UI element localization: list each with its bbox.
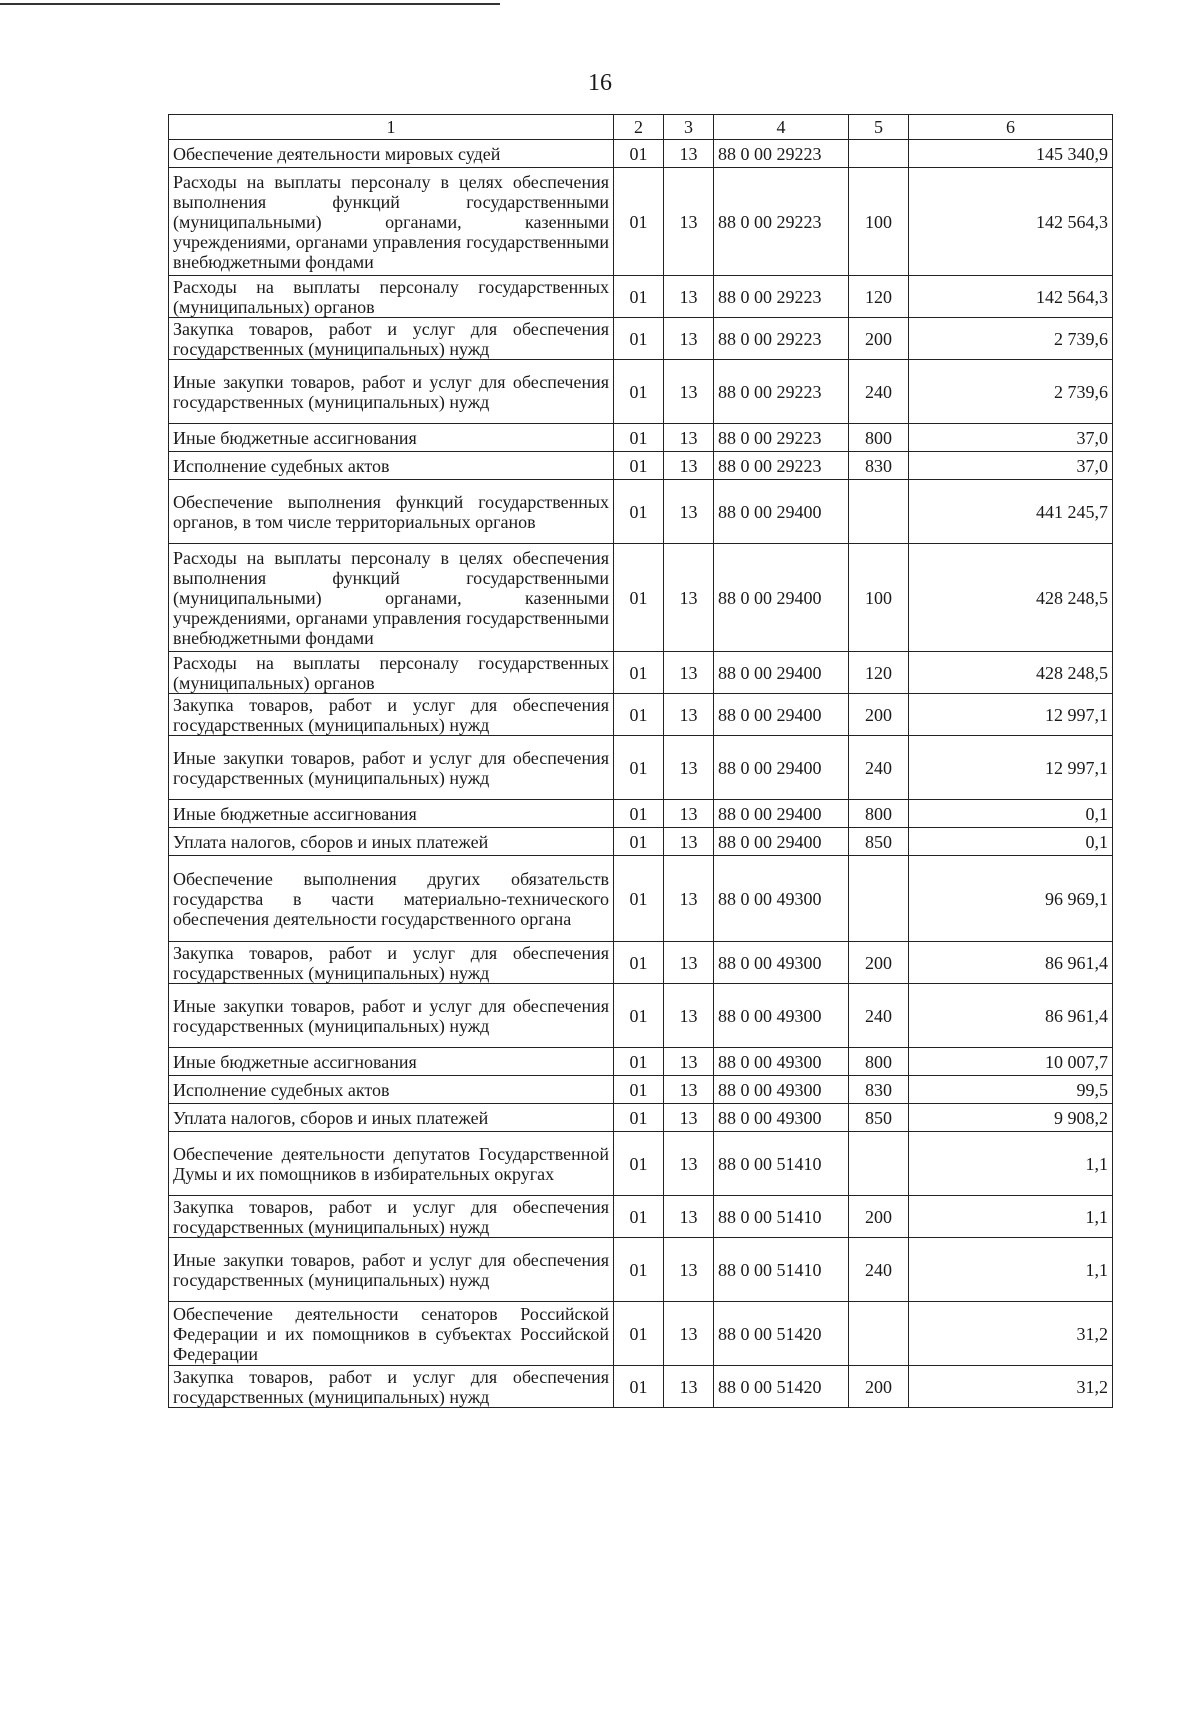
- row-name: Иные закупки товаров, работ и услуг для обеспечения государственных (муниципальных) нужд: [169, 1238, 614, 1302]
- row-subsection: 13: [664, 360, 714, 424]
- row-name: Обеспечение деятельности депутатов Государственной Думы и их помощников в избирательных округах: [169, 1132, 614, 1196]
- table-body: [169, 140, 1113, 1408]
- row-amount: 1,1: [909, 1132, 1113, 1196]
- row-target-code: 88 0 00 51410: [714, 1196, 849, 1238]
- row-amount: 142 564,3: [909, 168, 1113, 276]
- row-subsection: 13: [664, 856, 714, 942]
- row-target-code: 88 0 00 49300: [714, 1048, 849, 1076]
- header-col-1: 1: [169, 115, 614, 140]
- row-subsection: 13: [664, 1366, 714, 1408]
- row-target-code: 88 0 00 49300: [714, 942, 849, 984]
- table-row: [169, 828, 1113, 856]
- row-expense-type: 830: [849, 452, 909, 480]
- row-section: 01: [614, 140, 664, 168]
- row-section: 01: [614, 1238, 664, 1302]
- row-target-code: 88 0 00 29223: [714, 276, 849, 318]
- row-expense-type: 200: [849, 318, 909, 360]
- row-section: 01: [614, 942, 664, 984]
- row-subsection: 13: [664, 1076, 714, 1104]
- row-subsection: 13: [664, 1196, 714, 1238]
- table-row: [169, 140, 1113, 168]
- row-name: Иные бюджетные ассигнования: [169, 424, 614, 452]
- table-row: [169, 480, 1113, 544]
- row-name: Иные закупки товаров, работ и услуг для обеспечения государственных (муниципальных) нужд: [169, 736, 614, 800]
- row-expense-type: 800: [849, 424, 909, 452]
- row-name: Обеспечение деятельности сенаторов Российской Федерации и их помощников в субъектах Российской Федерации: [169, 1302, 614, 1366]
- row-amount: 0,1: [909, 800, 1113, 828]
- row-target-code: 88 0 00 49300: [714, 856, 849, 942]
- table-row: [169, 1048, 1113, 1076]
- row-target-code: 88 0 00 29223: [714, 424, 849, 452]
- row-subsection: 13: [664, 1238, 714, 1302]
- header-col-6: 6: [909, 115, 1113, 140]
- row-target-code: 88 0 00 29400: [714, 828, 849, 856]
- row-section: 01: [614, 544, 664, 652]
- row-name: Закупка товаров, работ и услуг для обеспечения государственных (муниципальных) нужд: [169, 942, 614, 984]
- row-target-code: 88 0 00 51410: [714, 1132, 849, 1196]
- row-section: 01: [614, 828, 664, 856]
- row-amount: 86 961,4: [909, 942, 1113, 984]
- row-target-code: 88 0 00 49300: [714, 1076, 849, 1104]
- table-row: [169, 1076, 1113, 1104]
- row-name: Расходы на выплаты персоналу в целях обеспечения выполнения функций государственными (муниципальными) органами, казенными учреждениями, органами управления государственными внебюджетными фондами: [169, 168, 614, 276]
- row-name: Исполнение судебных актов: [169, 452, 614, 480]
- row-expense-type: 850: [849, 1104, 909, 1132]
- row-amount: 37,0: [909, 424, 1113, 452]
- table-row: [169, 452, 1113, 480]
- row-section: 01: [614, 984, 664, 1048]
- row-name: Закупка товаров, работ и услуг для обеспечения государственных (муниципальных) нужд: [169, 694, 614, 736]
- row-target-code: 88 0 00 29223: [714, 452, 849, 480]
- row-section: 01: [614, 856, 664, 942]
- row-name: Обеспечение деятельности мировых судей: [169, 140, 614, 168]
- row-amount: 428 248,5: [909, 544, 1113, 652]
- table-row: [169, 1238, 1113, 1302]
- row-subsection: 13: [664, 424, 714, 452]
- row-amount: 37,0: [909, 452, 1113, 480]
- row-expense-type: 830: [849, 1076, 909, 1104]
- header-col-3: 3: [664, 115, 714, 140]
- row-section: 01: [614, 1048, 664, 1076]
- row-amount: 428 248,5: [909, 652, 1113, 694]
- row-name: Иные бюджетные ассигнования: [169, 1048, 614, 1076]
- row-name: Расходы на выплаты персоналу государственных (муниципальных) органов: [169, 652, 614, 694]
- row-subsection: 13: [664, 1104, 714, 1132]
- row-amount: 99,5: [909, 1076, 1113, 1104]
- row-name: Расходы на выплаты персоналу государственных (муниципальных) органов: [169, 276, 614, 318]
- row-subsection: 13: [664, 1132, 714, 1196]
- row-target-code: 88 0 00 29400: [714, 736, 849, 800]
- table-row: [169, 984, 1113, 1048]
- row-amount: 142 564,3: [909, 276, 1113, 318]
- row-amount: 86 961,4: [909, 984, 1113, 1048]
- row-target-code: 88 0 00 49300: [714, 1104, 849, 1132]
- row-section: 01: [614, 736, 664, 800]
- row-target-code: 88 0 00 29400: [714, 652, 849, 694]
- row-subsection: 13: [664, 984, 714, 1048]
- row-amount: 145 340,9: [909, 140, 1113, 168]
- top-rule: [0, 3, 500, 5]
- table-row: [169, 694, 1113, 736]
- row-expense-type: 200: [849, 694, 909, 736]
- table-row: [169, 360, 1113, 424]
- row-section: 01: [614, 1366, 664, 1408]
- row-target-code: 88 0 00 29400: [714, 694, 849, 736]
- table-row: [169, 1132, 1113, 1196]
- row-amount: 31,2: [909, 1366, 1113, 1408]
- row-name: Обеспечение выполнения функций государственных органов, в том числе территориальных органов: [169, 480, 614, 544]
- row-name: Уплата налогов, сборов и иных платежей: [169, 828, 614, 856]
- row-target-code: 88 0 00 49300: [714, 984, 849, 1048]
- table-row: [169, 424, 1113, 452]
- row-expense-type: 240: [849, 1238, 909, 1302]
- header-col-2: 2: [614, 115, 664, 140]
- row-amount: 96 969,1: [909, 856, 1113, 942]
- page-number: 16: [588, 70, 612, 96]
- row-target-code: 88 0 00 29400: [714, 800, 849, 828]
- row-expense-type: 100: [849, 168, 909, 276]
- row-section: 01: [614, 276, 664, 318]
- row-target-code: 88 0 00 29223: [714, 318, 849, 360]
- row-section: 01: [614, 318, 664, 360]
- row-subsection: 13: [664, 694, 714, 736]
- table-row: [169, 318, 1113, 360]
- row-section: 01: [614, 1302, 664, 1366]
- row-expense-type: 240: [849, 736, 909, 800]
- table-row: [169, 736, 1113, 800]
- row-target-code: 88 0 00 29223: [714, 360, 849, 424]
- row-amount: 2 739,6: [909, 360, 1113, 424]
- row-subsection: 13: [664, 140, 714, 168]
- row-name: Иные закупки товаров, работ и услуг для обеспечения государственных (муниципальных) нужд: [169, 360, 614, 424]
- row-section: 01: [614, 1104, 664, 1132]
- row-subsection: 13: [664, 736, 714, 800]
- row-name: Обеспечение выполнения других обязательств государства в части материально-технического обеспечения деятельности государственного органа: [169, 856, 614, 942]
- row-subsection: 13: [664, 544, 714, 652]
- row-subsection: 13: [664, 1048, 714, 1076]
- table-row: [169, 942, 1113, 984]
- row-name: Расходы на выплаты персоналу в целях обеспечения выполнения функций государственными (муниципальными) органами, казенными учреждениями, органами управления государственными внебюджетными фондами: [169, 544, 614, 652]
- row-target-code: 88 0 00 51410: [714, 1238, 849, 1302]
- row-target-code: 88 0 00 29223: [714, 168, 849, 276]
- table-header: [169, 115, 1113, 140]
- row-subsection: 13: [664, 800, 714, 828]
- row-expense-type: [849, 480, 909, 544]
- row-section: 01: [614, 1196, 664, 1238]
- table-row: [169, 168, 1113, 276]
- row-section: 01: [614, 694, 664, 736]
- row-subsection: 13: [664, 276, 714, 318]
- table-row: [169, 856, 1113, 942]
- row-subsection: 13: [664, 168, 714, 276]
- row-expense-type: [849, 140, 909, 168]
- row-expense-type: 240: [849, 984, 909, 1048]
- row-section: 01: [614, 1076, 664, 1104]
- row-amount: 0,1: [909, 828, 1113, 856]
- row-expense-type: 850: [849, 828, 909, 856]
- row-subsection: 13: [664, 942, 714, 984]
- row-amount: 1,1: [909, 1196, 1113, 1238]
- row-expense-type: [849, 1302, 909, 1366]
- table-row: [169, 276, 1113, 318]
- row-expense-type: 200: [849, 942, 909, 984]
- table-row: [169, 1196, 1113, 1238]
- row-expense-type: 120: [849, 276, 909, 318]
- table-row: [169, 652, 1113, 694]
- row-section: 01: [614, 800, 664, 828]
- row-target-code: 88 0 00 29223: [714, 140, 849, 168]
- budget-table: [168, 114, 1113, 1408]
- row-expense-type: 120: [849, 652, 909, 694]
- row-expense-type: 200: [849, 1196, 909, 1238]
- row-amount: 10 007,7: [909, 1048, 1113, 1076]
- row-expense-type: [849, 856, 909, 942]
- row-section: 01: [614, 360, 664, 424]
- row-name: Закупка товаров, работ и услуг для обеспечения государственных (муниципальных) нужд: [169, 1196, 614, 1238]
- row-subsection: 13: [664, 318, 714, 360]
- row-amount: 31,2: [909, 1302, 1113, 1366]
- row-name: Закупка товаров, работ и услуг для обеспечения государственных (муниципальных) нужд: [169, 1366, 614, 1408]
- row-amount: 441 245,7: [909, 480, 1113, 544]
- row-name: Иные закупки товаров, работ и услуг для обеспечения государственных (муниципальных) нужд: [169, 984, 614, 1048]
- row-target-code: 88 0 00 51420: [714, 1366, 849, 1408]
- row-name: Уплата налогов, сборов и иных платежей: [169, 1104, 614, 1132]
- table-row: [169, 1302, 1113, 1366]
- row-section: 01: [614, 452, 664, 480]
- row-amount: 12 997,1: [909, 736, 1113, 800]
- row-subsection: 13: [664, 652, 714, 694]
- row-section: 01: [614, 168, 664, 276]
- row-amount: 9 908,2: [909, 1104, 1113, 1132]
- row-subsection: 13: [664, 828, 714, 856]
- table-row: [169, 1366, 1113, 1408]
- row-expense-type: [849, 1132, 909, 1196]
- row-amount: 12 997,1: [909, 694, 1113, 736]
- row-expense-type: 100: [849, 544, 909, 652]
- header-col-4: 4: [714, 115, 849, 140]
- row-expense-type: 200: [849, 1366, 909, 1408]
- row-subsection: 13: [664, 452, 714, 480]
- row-expense-type: 800: [849, 800, 909, 828]
- row-name: Закупка товаров, работ и услуг для обеспечения государственных (муниципальных) нужд: [169, 318, 614, 360]
- row-target-code: 88 0 00 29400: [714, 544, 849, 652]
- row-section: 01: [614, 1132, 664, 1196]
- table-row: [169, 544, 1113, 652]
- table-row: [169, 1104, 1113, 1132]
- row-amount: 2 739,6: [909, 318, 1113, 360]
- row-target-code: 88 0 00 51420: [714, 1302, 849, 1366]
- header-col-5: 5: [849, 115, 909, 140]
- row-name: Исполнение судебных актов: [169, 1076, 614, 1104]
- header-row: [169, 115, 1113, 140]
- row-section: 01: [614, 480, 664, 544]
- row-section: 01: [614, 652, 664, 694]
- row-name: Иные бюджетные ассигнования: [169, 800, 614, 828]
- row-expense-type: 800: [849, 1048, 909, 1076]
- row-subsection: 13: [664, 480, 714, 544]
- table-row: [169, 800, 1113, 828]
- row-expense-type: 240: [849, 360, 909, 424]
- row-target-code: 88 0 00 29400: [714, 480, 849, 544]
- row-amount: 1,1: [909, 1238, 1113, 1302]
- row-section: 01: [614, 424, 664, 452]
- row-subsection: 13: [664, 1302, 714, 1366]
